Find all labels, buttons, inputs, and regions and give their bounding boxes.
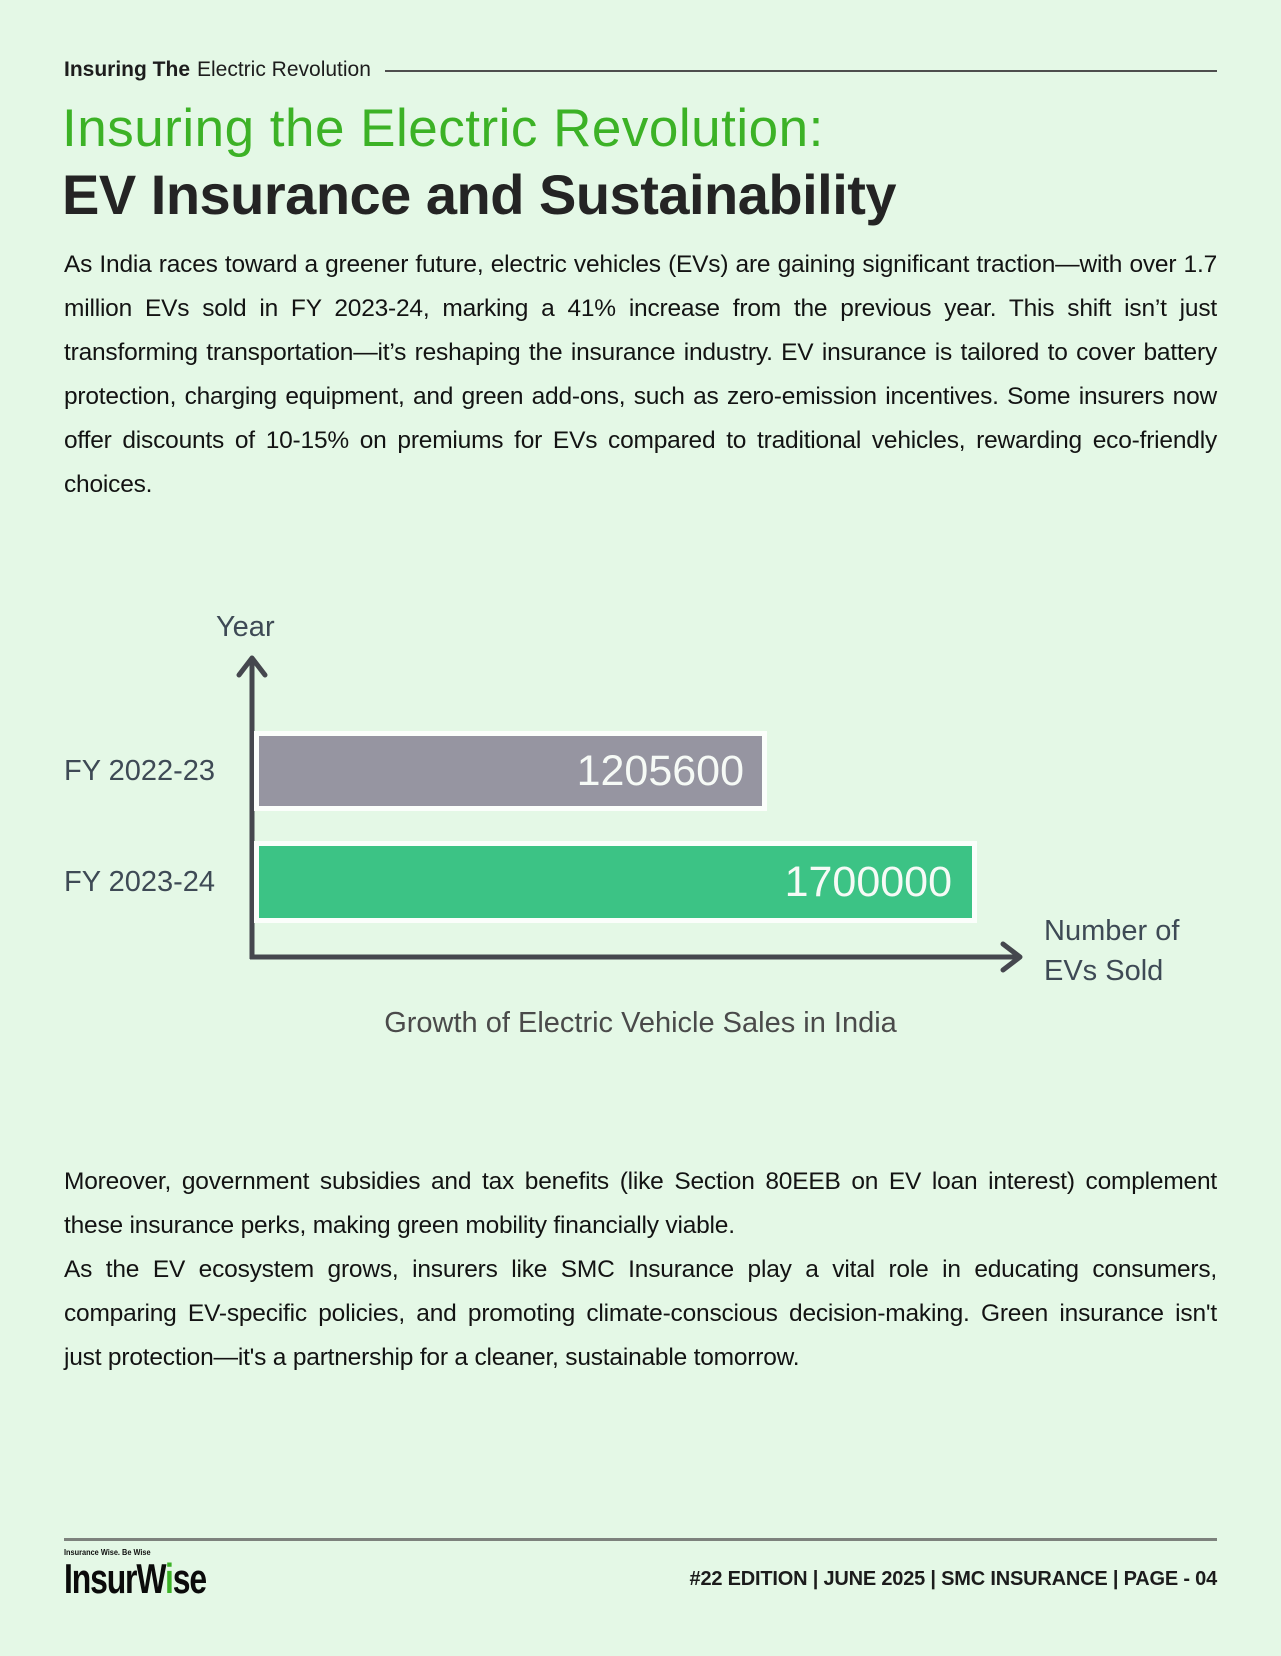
edition-info: #22 EDITION | JUNE 2025 | SMC INSURANCE | PAGE - 04 [689, 1568, 1217, 1590]
kicker-bold-text: Insuring The [64, 58, 190, 81]
logo-tagline: Insurance Wise. Be Wise [64, 1548, 151, 1557]
logo-text-pre: InsurW [64, 1555, 166, 1602]
closing-paragraph-2: As the EV ecosystem grows, insurers like SMC Insurance play a vital role in educating consumers, comparing EV-specific policies, and promoting climate-conscious decision-making. Green insurance isn't just protection—it's a partnership for a cleaner, sustainable tomorrow. [64, 1256, 1217, 1371]
category-label-fy2023-24: FY 2023-24 [64, 866, 216, 898]
page-kicker [64, 58, 1217, 82]
bar-fy2022-23 [254, 731, 767, 811]
x-axis-title: Number of EVs Sold [1044, 915, 1180, 987]
bar-fy2023-24 [254, 841, 977, 923]
page-title-line2: EV Insurance and Sustainability [62, 163, 897, 226]
closing-paragraph-1: Moreover, government subsidies and tax benefits (like Section 80EEB on EV loan interest) complement these insurance perks, making green mobility financially viable. [64, 1168, 1217, 1239]
kicker-rest-text: Electric Revolution [197, 58, 371, 81]
intro-paragraph: As India races toward a greener future, electric vehicles (EVs) are gaining significant traction—with over 1.7 million EVs sold in FY 2023-24, marking a 41% increase from the previous year. This shift isn’t just transforming transportation—it’s reshaping the insurance industry. EV insurance is tailored to cover battery protection, charging equipment, and green add-ons, such as zero-emission incentives. Some insurers now offer discounts of 10-15% on premiums for EVs compared to traditional vehicles, rewarding eco-friendly choices. [64, 251, 1217, 498]
closing-paragraphs [64, 1160, 1217, 1380]
bar-value-fy2022-23: 1205600 [576, 747, 744, 795]
chart-title: Growth of Electric Vehicle Sales in India [384, 1007, 897, 1039]
logo-wordmark [64, 1555, 207, 1602]
category-label-fy2022-23: FY 2022-23 [64, 755, 216, 787]
kicker-rule-line [385, 70, 1217, 72]
chart-axes [64, 597, 1217, 1067]
y-axis-title: Year [216, 611, 275, 643]
ev-sales-bar-chart [64, 597, 1217, 1067]
logo-text-post: se [172, 1555, 207, 1602]
bar-value-fy2023-24: 1700000 [784, 858, 952, 906]
insurwise-logo [64, 1549, 251, 1600]
page-title-line1: Insuring the Electric Revolution: [62, 99, 824, 158]
page-footer [64, 1538, 1217, 1600]
logo-green-letter: i [165, 1555, 173, 1602]
